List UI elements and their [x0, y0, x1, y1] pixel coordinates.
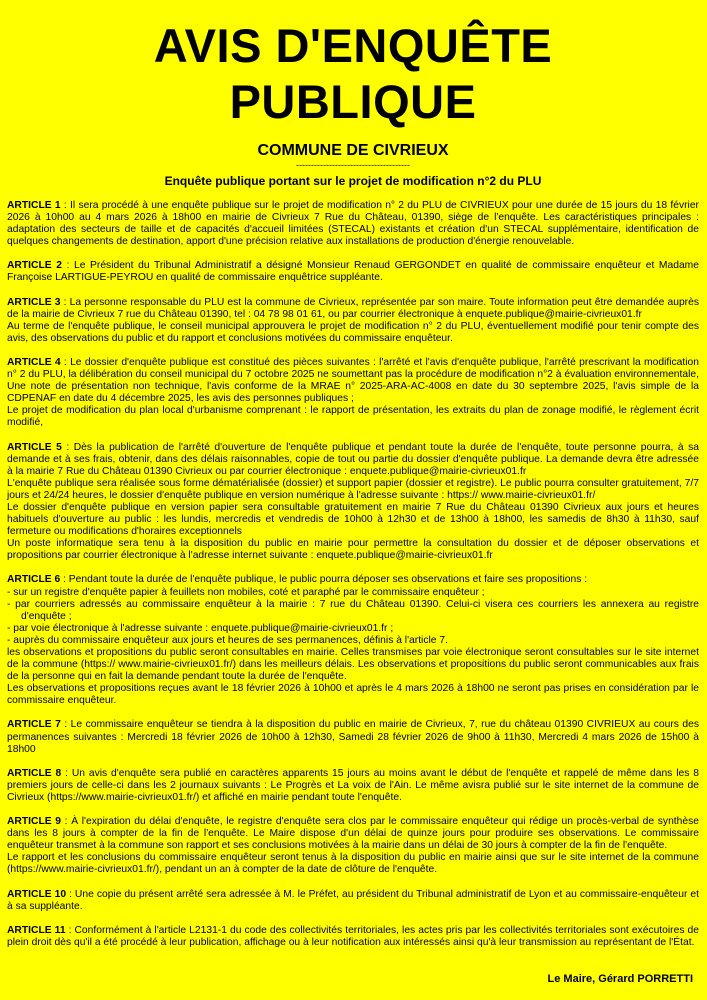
article-10 — [7, 889, 699, 913]
mayor-signature: Le Maire, Gérard PORRETTI — [547, 973, 693, 985]
list-item: - auprès du commissaire enquêteur aux jours et heures de ses permanences, définis à l'article 7. — [7, 634, 448, 646]
article-paragraph — [7, 768, 699, 804]
article-text: : Un avis d'enquête sera publié en caractères apparents 15 jours au moins avant le début de l'enquête et rappelé de même dans les 8 premiers jours de celle-ci dans les 2 journaux suivants : Le Progrès et La voix de l'Ain. Le même avisra publié sur le site internet de la commune de Civrieux (https://www.mairie-civrieux01.fr/) et affiché en mairie pendant toute l'enquête. — [7, 767, 699, 803]
article-label: ARTICLE 4 — [7, 356, 61, 368]
article-1 — [7, 200, 699, 248]
article-label: ARTICLE 1 — [7, 200, 61, 211]
article-5 — [7, 442, 699, 563]
list-item: - par courriers adressés au commissaire enquêteur à la mairie : 7 rue du Château 01390. Celui-ci visera ces courriers les annexera au registre d'enquête ; — [7, 598, 699, 622]
article-label: ARTICLE 8 — [7, 767, 62, 779]
article-text: Un poste informatique sera tenu à la disposition du public en mairie pour permettre la consultation du dossier et de déposer observations et propositions par courrier électronique à l'adresse internet suivante : enquete.publique@mairie-civrieux01.fr — [7, 538, 699, 562]
article-text: : Une copie du présent arrêté sera adressée à M. le Préfet, au président du Tribunal administratif de Lyon et au commissaire-enquêteur et à sa suppléante. — [7, 888, 699, 912]
article-text: : Conformément à l'article L2131-1 du code des collectivités territoriales, les actes pris par les collectivités territoriales sont exécutoires de plein droit dès qu'il a été procédé à leur publication, affichage ou à leur notification aux intéressés ainsi qu'à leur transmission au représentant de l'État. — [7, 924, 699, 948]
article-text: Le projet de modification du plan local d'urbanisme comprenant : le rapport de présentation, les extraits du plan de zonage modifié, le règlement écrit modifié, — [7, 405, 699, 429]
article-paragraph — [7, 852, 699, 876]
article-label: ARTICLE 9 — [7, 816, 62, 828]
list-item: - par voie électronique à l'adresse suivante : enquete.publique@mairie-civrieux01.fr ; — [7, 622, 394, 634]
article-7 — [7, 719, 699, 755]
title-line-1: AVIS D'ENQUÊTE — [153, 19, 553, 72]
article-label: ARTICLE 11 — [7, 924, 66, 936]
submission-methods-list — [7, 587, 699, 647]
article-text: : Le commissaire enquêteur se tiendra à la disposition du public en mairie de Civrieux, 7, rue du château 01390 CIVRIEUX au cours des permanences suivantes : Mercredi 18 février 2026 de 10h00 à 12h30, Samedi 28 février 2026 de 9h00 à 11h30, Mercredi 4 mars 2026 de 15h00 à 18h00 — [7, 719, 699, 755]
article-6 — [7, 574, 699, 707]
article-8 — [7, 768, 699, 804]
article-text: : Pendant toute la durée de l'enquête publique, le public pourra déposer ses observations et faire ses propositions : — [60, 574, 588, 586]
article-text: : Le Président du Tribunal Administratif a désigné Monsieur Renaud GERGONDET en qualité de commissaire enquêteur et Madame Françoise LARTIGUE-PEYROU en qualité de commissaire enquêtrice suppléante. — [7, 260, 699, 284]
article-text: Au terme de l'enquête publique, le conseil municipal approuvera le projet de modification n° 2 du PLU, éventuellement modifié pour tenir compte des avis, des observations du public et du rapport et conclusions motivées du commissaire enquêteur. — [7, 320, 699, 344]
article-text: L'enquête publique sera réalisée sous forme dématérialisée (dossier) et support papier (dossier et registre). Le public pourra consulter gratuitement, 7/7 jours et 24/24 heures, le dossier d'enquête publique en version numérique à l'adresse suivante : https:// www.mairie-civrieux01.fr/ — [7, 477, 699, 501]
article-text: : Dès la publication de l'arrêté d'ouverture de l'enquête publique et pendant toute la durée de l'enquête, toute personne pourra, à sa demande et à ses frais, obtenir, dans des délais raisonnables, copie de tout ou partie du dossier d'enquête publique. La demande devra être adressée à la mairie 7 Rue du Château 01390 Civrieux ou par courrier électronique : enquete.publique@mairie-civrieux01.fr — [7, 441, 699, 477]
article-text: Le dossier d'enquête publique en version papier sera consultable gratuitement en mairie 7 Rue du Château 01390 Civrieux aux jours et heures habituels d'ouverture au public : les lundis, mercredis et vendredis de 10h00 à 12h30 et de 13h00 à 18h00, les samedis de 8h30 à 11h30, sauf fermeture ou modifications d'horaires exceptionnels — [7, 501, 699, 538]
article-paragraph: Les observations et propositions reçues avant le 18 février 2026 à 10h00 et après le 4 mars 2026 à 18h00 ne seront pas prises en considération par le commissaire enquêteur. — [7, 683, 699, 707]
separator-line: -------------------------------------- — [296, 160, 410, 170]
article-paragraph — [7, 297, 699, 321]
article-paragraph — [7, 925, 699, 949]
article-paragraph — [7, 502, 699, 538]
article-2 — [7, 260, 699, 284]
article-paragraph — [7, 260, 699, 284]
article-11 — [7, 925, 699, 949]
article-paragraph — [7, 478, 699, 502]
article-paragraph — [7, 357, 699, 405]
article-label: ARTICLE 10 — [7, 888, 67, 900]
article-text: : Il sera procédé à une enquête publique sur le projet de modification n° 2 du PLU de CIVRIEUX pour une durée de 15 jours du 18 février 2026 à 10h00 au 4 mars 2026 à 18h00 en mairie de Civrieux 7 Rue du Château, 01390, siège de l'enquête. Les caractéristiques principales : adaptation des secteurs de taille et de capacités d'accueil limitées (STECAL) existants et création d'un STECAL supplémentaire, identification de quelques changements de destination, apport d'une précision relative aux installations de production d'énergie renouvelable. — [7, 200, 699, 248]
commune-name: COMMUNE DE CIVRIEUX — [257, 142, 449, 159]
article-label: ARTICLE 7 — [7, 719, 61, 731]
article-label: ARTICLE 3 — [7, 296, 61, 308]
articles-container — [7, 200, 699, 949]
article-paragraph: les observations et propositions du public seront consultables en mairie. Celles transmises par voie électronique seront consultables sur le site internet de la commune (https:// www.mairie-civrieux01.fr/) dans les meilleurs délais. Les observations et propositions du public seront communicables aux frais de la personne qui en fait la demande pendant toute la durée de l'enquête. — [7, 647, 699, 683]
article-text: : La personne responsable du PLU est la commune de Civrieux, représentée par son maire. Toute information peut être demandée auprès de la mairie de Civrieux 7 rue du Château 01390, tel : 04 78 98 01 61, ou par courrier électronique à enquete.publique@mairie-civrieux01.fr — [7, 296, 699, 320]
list-item: - sur un registre d'enquête papier à feuillets non mobiles, coté et paraphé par le commissaire enquêteur ; — [7, 586, 485, 598]
article-9 — [7, 816, 699, 876]
article-paragraph — [7, 442, 699, 478]
notice-title — [7, 18, 699, 130]
article-label: ARTICLE 6 — [7, 574, 61, 586]
article-text: : Le dossier d'enquête publique est constitué des pièces suivantes : l'arrêté et l'avis d'enquête publique, l'arrêté prescrivant la modification n° 2 du PLU, la délibération du conseil municipal du 7 octobre 2025 ne soumettant pas la procédure de modification n°2 à évaluation environnementale, Une note de présentation non technique, l'avis conforme de la MRAE n° 2025-ARA-AC-4008 en date du 30 septembre 2025, l'avis simple de la CDPENAF en date du 4 décembre 2025, les avis des personnes publiques ; — [7, 356, 699, 405]
article-paragraph — [7, 321, 699, 345]
article-paragraph — [7, 719, 699, 755]
article-paragraph — [7, 200, 699, 248]
article-label: ARTICLE 2 — [7, 260, 62, 272]
article-paragraph — [7, 538, 699, 562]
article-4 — [7, 357, 699, 430]
title-line-2: PUBLIQUE — [229, 75, 477, 128]
article-paragraph — [7, 816, 699, 852]
article-3 — [7, 297, 699, 345]
article-paragraph — [7, 405, 699, 429]
article-paragraph — [7, 889, 699, 913]
article-text: : À l'expiration du délai d'enquête, le registre d'enquête sera clos par le commissaire enquêteur qui rédige un procès-verbal de synthèse dans les 8 jours à compter de la fin de l'enquête. Le Maire dispose d'un délai de quinze jours pour produire ses observations. Le commissaire enquêteur transmet à la commune son rapport et ses conclusions motivées à la mairie dans un délai de 30 jours à compter de la fin de l'enquête. — [7, 816, 699, 852]
article-text: Le rapport et les conclusions du commissaire enquêteur seront tenus à la disposition du public en mairie ainsi que sur le site internet de la commune (https://www.mairie-civrieux01.fr/), pendant un an à compter de la date de clôture de l'enquête. — [7, 852, 699, 876]
notice-subtitle: Enquête publique portant sur le projet de modification n°2 du PLU — [164, 174, 542, 188]
article-paragraph — [7, 574, 699, 586]
article-label: ARTICLE 5 — [7, 441, 62, 453]
